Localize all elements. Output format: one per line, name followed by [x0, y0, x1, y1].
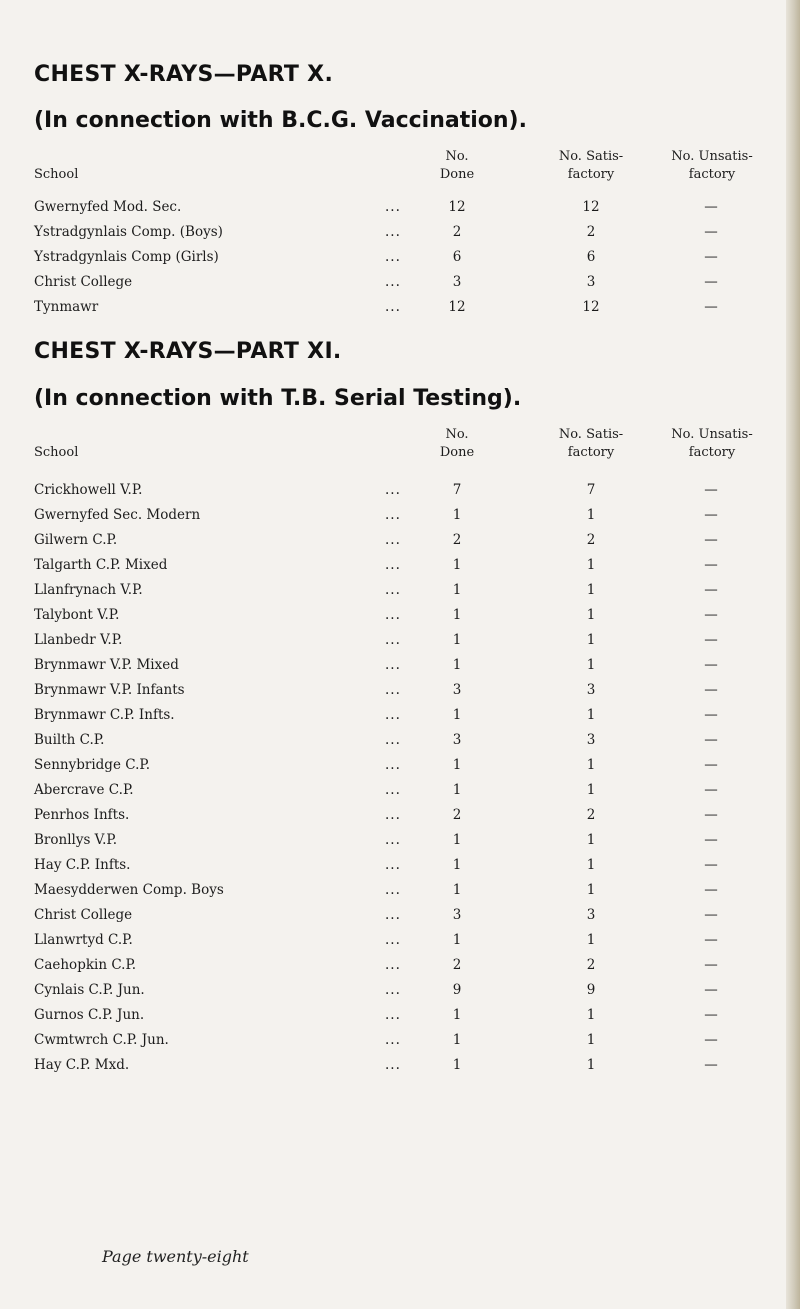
cell-no-done: 3 [452, 274, 462, 290]
cell-no-done: 1 [452, 1057, 462, 1073]
cell-no-satisfactory: 1 [586, 507, 596, 523]
cell-no-done: 3 [452, 907, 462, 923]
table-row [0, 654, 800, 676]
section-subtitle-part-x: (In connection with B.C.G. Vaccination). [34, 108, 527, 133]
cell-no-unsatisfactory: — [704, 832, 718, 848]
cell-no-unsatisfactory: — [704, 882, 718, 898]
section-subtitle-part-xi: (In connection with T.B. Serial Testing). [34, 386, 522, 411]
cell-school: Sennybridge C.P. [34, 757, 151, 773]
cell-no-satisfactory: 1 [586, 607, 596, 623]
cell-leader-dots: ... [385, 732, 401, 748]
cell-school: Builth C.P. [34, 732, 105, 748]
table-row [0, 929, 800, 951]
table-row [0, 629, 800, 651]
table-row [0, 904, 800, 926]
cell-leader-dots: ... [385, 532, 401, 548]
cell-no-satisfactory: 2 [586, 224, 596, 240]
cell-no-done: 1 [452, 1007, 462, 1023]
cell-no-unsatisfactory: — [704, 199, 718, 215]
cell-no-done: 12 [448, 199, 466, 215]
cell-no-unsatisfactory: — [704, 657, 718, 673]
cell-no-satisfactory: 1 [586, 882, 596, 898]
cell-no-unsatisfactory: — [704, 249, 718, 265]
cell-no-done: 12 [448, 299, 466, 315]
table-header-part-xi [0, 424, 800, 464]
cell-leader-dots: ... [385, 707, 401, 723]
cell-no-satisfactory: 1 [586, 757, 596, 773]
table-header-part-x [0, 146, 800, 186]
cell-no-unsatisfactory: — [704, 532, 718, 548]
cell-school: Maesydderwen Comp. Boys [34, 882, 224, 898]
cell-no-satisfactory: 1 [586, 557, 596, 573]
cell-leader-dots: ... [385, 657, 401, 673]
cell-no-satisfactory: 1 [586, 1007, 596, 1023]
cell-no-satisfactory: 12 [582, 199, 600, 215]
cell-no-done: 1 [452, 857, 462, 873]
cell-no-unsatisfactory: — [704, 1032, 718, 1048]
cell-school: Gwernyfed Mod. Sec. [34, 199, 182, 215]
cell-no-satisfactory: 7 [586, 482, 596, 498]
table-row [0, 1004, 800, 1026]
cell-no-unsatisfactory: — [704, 807, 718, 823]
table-row [0, 296, 800, 318]
cell-no-unsatisfactory: — [704, 732, 718, 748]
cell-leader-dots: ... [385, 482, 401, 498]
cell-no-unsatisfactory: — [704, 557, 718, 573]
cell-leader-dots: ... [385, 199, 401, 215]
cell-no-unsatisfactory: — [704, 632, 718, 648]
cell-no-satisfactory: 1 [586, 657, 596, 673]
cell-no-unsatisfactory: — [704, 757, 718, 773]
cell-school: Bronllys V.P. [34, 832, 117, 848]
cell-leader-dots: ... [385, 557, 401, 573]
cell-school: Llanbedr V.P. [34, 632, 123, 648]
header-no-satis: No. Satis- [558, 149, 624, 164]
cell-leader-dots: ... [385, 1057, 401, 1073]
cell-no-satisfactory: 1 [586, 782, 596, 798]
table-row [0, 679, 800, 701]
cell-leader-dots: ... [385, 607, 401, 623]
header-no: No. [445, 149, 469, 164]
cell-school: Talgarth C.P. Mixed [34, 557, 168, 573]
cell-school: Brynmawr V.P. Mixed [34, 657, 179, 673]
cell-no-unsatisfactory: — [704, 782, 718, 798]
cell-no-unsatisfactory: — [704, 274, 718, 290]
header-unsatis-factory: factory [688, 167, 736, 182]
cell-no-done: 1 [452, 832, 462, 848]
cell-no-unsatisfactory: — [704, 932, 718, 948]
cell-school: Ystradgynlais Comp. (Boys) [34, 224, 223, 240]
cell-no-done: 9 [452, 982, 462, 998]
cell-school: Llanfrynach V.P. [34, 582, 143, 598]
cell-school: Gwernyfed Sec. Modern [34, 507, 201, 523]
cell-no-done: 6 [452, 249, 462, 265]
cell-no-satisfactory: 1 [586, 932, 596, 948]
cell-no-done: 2 [452, 532, 462, 548]
cell-school: Christ College [34, 274, 133, 290]
table-row [0, 196, 800, 218]
table-row [0, 479, 800, 501]
cell-school: Brynmawr C.P. Infts. [34, 707, 175, 723]
cell-leader-dots: ... [385, 1032, 401, 1048]
cell-no-satisfactory: 12 [582, 299, 600, 315]
table-row [0, 554, 800, 576]
cell-school: Talybont V.P. [34, 607, 120, 623]
cell-no-done: 1 [452, 707, 462, 723]
cell-no-done: 2 [452, 957, 462, 973]
cell-school: Caehopkin C.P. [34, 957, 137, 973]
header-done: Done [439, 167, 475, 182]
header-no-satis: No. Satis- [558, 427, 624, 442]
table-row [0, 704, 800, 726]
cell-no-satisfactory: 9 [586, 982, 596, 998]
table-row [0, 979, 800, 1001]
cell-no-satisfactory: 3 [586, 732, 596, 748]
cell-leader-dots: ... [385, 782, 401, 798]
cell-school: Llanwrtyd C.P. [34, 932, 133, 948]
cell-no-satisfactory: 1 [586, 632, 596, 648]
cell-school: Tynmawr [34, 299, 99, 315]
cell-no-unsatisfactory: — [704, 1057, 718, 1073]
cell-school: Gurnos C.P. Jun. [34, 1007, 145, 1023]
cell-no-done: 1 [452, 507, 462, 523]
cell-no-unsatisfactory: — [704, 907, 718, 923]
cell-no-unsatisfactory: — [704, 607, 718, 623]
cell-no-satisfactory: 2 [586, 807, 596, 823]
cell-no-satisfactory: 2 [586, 957, 596, 973]
table-row [0, 779, 800, 801]
cell-leader-dots: ... [385, 1007, 401, 1023]
cell-no-unsatisfactory: — [704, 224, 718, 240]
cell-school: Crickhowell V.P. [34, 482, 143, 498]
cell-no-done: 1 [452, 882, 462, 898]
cell-leader-dots: ... [385, 632, 401, 648]
cell-leader-dots: ... [385, 249, 401, 265]
cell-no-done: 2 [452, 224, 462, 240]
cell-no-unsatisfactory: — [704, 957, 718, 973]
cell-no-unsatisfactory: — [704, 1007, 718, 1023]
cell-no-done: 2 [452, 807, 462, 823]
cell-school: Penrhos Infts. [34, 807, 130, 823]
cell-school: Brynmawr V.P. Infants [34, 682, 185, 698]
cell-leader-dots: ... [385, 957, 401, 973]
cell-no-satisfactory: 1 [586, 832, 596, 848]
cell-school: Gilwern C.P. [34, 532, 118, 548]
cell-leader-dots: ... [385, 807, 401, 823]
table-row [0, 221, 800, 243]
header-no-unsatis: No. Unsatis- [671, 149, 753, 164]
cell-leader-dots: ... [385, 682, 401, 698]
header-satis-factory: factory [567, 167, 615, 182]
cell-no-done: 1 [452, 557, 462, 573]
table-row [0, 954, 800, 976]
page-footer: Page twenty-eight [102, 1247, 249, 1266]
table-row [0, 579, 800, 601]
cell-school: Christ College [34, 907, 133, 923]
cell-school: Ystradgynlais Comp (Girls) [34, 249, 219, 265]
cell-no-unsatisfactory: — [704, 507, 718, 523]
cell-no-satisfactory: 3 [586, 274, 596, 290]
cell-leader-dots: ... [385, 982, 401, 998]
cell-no-done: 1 [452, 932, 462, 948]
cell-no-satisfactory: 1 [586, 857, 596, 873]
cell-no-satisfactory: 3 [586, 907, 596, 923]
cell-no-unsatisfactory: — [704, 582, 718, 598]
cell-leader-dots: ... [385, 832, 401, 848]
cell-school: Cwmtwrch C.P. Jun. [34, 1032, 169, 1048]
table-row [0, 729, 800, 751]
section-title-part-xi: CHEST X-RAYS—PART XI. [34, 339, 342, 364]
table-row [0, 829, 800, 851]
header-satis-factory: factory [567, 445, 615, 460]
cell-school: Abercrave C.P. [34, 782, 134, 798]
cell-leader-dots: ... [385, 907, 401, 923]
cell-no-unsatisfactory: — [704, 707, 718, 723]
cell-no-satisfactory: 3 [586, 682, 596, 698]
cell-school: Hay C.P. Infts. [34, 857, 131, 873]
table-row [0, 1029, 800, 1051]
cell-no-unsatisfactory: — [704, 299, 718, 315]
header-no: No. [445, 427, 469, 442]
table-row [0, 879, 800, 901]
cell-no-unsatisfactory: — [704, 857, 718, 873]
cell-no-done: 1 [452, 782, 462, 798]
table-row [0, 754, 800, 776]
cell-no-satisfactory: 2 [586, 532, 596, 548]
cell-leader-dots: ... [385, 224, 401, 240]
cell-no-done: 1 [452, 607, 462, 623]
table-row [0, 604, 800, 626]
table-row [0, 246, 800, 268]
cell-leader-dots: ... [385, 274, 401, 290]
cell-leader-dots: ... [385, 757, 401, 773]
cell-no-done: 1 [452, 582, 462, 598]
cell-school: Hay C.P. Mxd. [34, 1057, 130, 1073]
cell-no-unsatisfactory: — [704, 982, 718, 998]
cell-no-satisfactory: 6 [586, 249, 596, 265]
cell-no-done: 3 [452, 682, 462, 698]
cell-school: Cynlais C.P. Jun. [34, 982, 145, 998]
cell-no-done: 1 [452, 757, 462, 773]
cell-no-done: 1 [452, 632, 462, 648]
table-row [0, 854, 800, 876]
header-school: School [34, 167, 79, 182]
cell-no-done: 7 [452, 482, 462, 498]
cell-leader-dots: ... [385, 582, 401, 598]
header-no-unsatis: No. Unsatis- [671, 427, 753, 442]
table-row [0, 271, 800, 293]
section-title-part-x: CHEST X-RAYS—PART X. [34, 62, 334, 87]
header-unsatis-factory: factory [688, 445, 736, 460]
cell-leader-dots: ... [385, 299, 401, 315]
cell-leader-dots: ... [385, 932, 401, 948]
cell-no-satisfactory: 1 [586, 1057, 596, 1073]
cell-no-done: 1 [452, 657, 462, 673]
header-done: Done [439, 445, 475, 460]
cell-leader-dots: ... [385, 507, 401, 523]
cell-no-done: 1 [452, 1032, 462, 1048]
header-school: School [34, 445, 79, 460]
table-row [0, 804, 800, 826]
cell-leader-dots: ... [385, 857, 401, 873]
table-row [0, 1054, 800, 1076]
table-row [0, 504, 800, 526]
cell-no-satisfactory: 1 [586, 1032, 596, 1048]
cell-no-done: 3 [452, 732, 462, 748]
cell-no-satisfactory: 1 [586, 707, 596, 723]
cell-no-unsatisfactory: — [704, 682, 718, 698]
cell-no-satisfactory: 1 [586, 582, 596, 598]
cell-leader-dots: ... [385, 882, 401, 898]
table-row [0, 529, 800, 551]
cell-no-unsatisfactory: — [704, 482, 718, 498]
